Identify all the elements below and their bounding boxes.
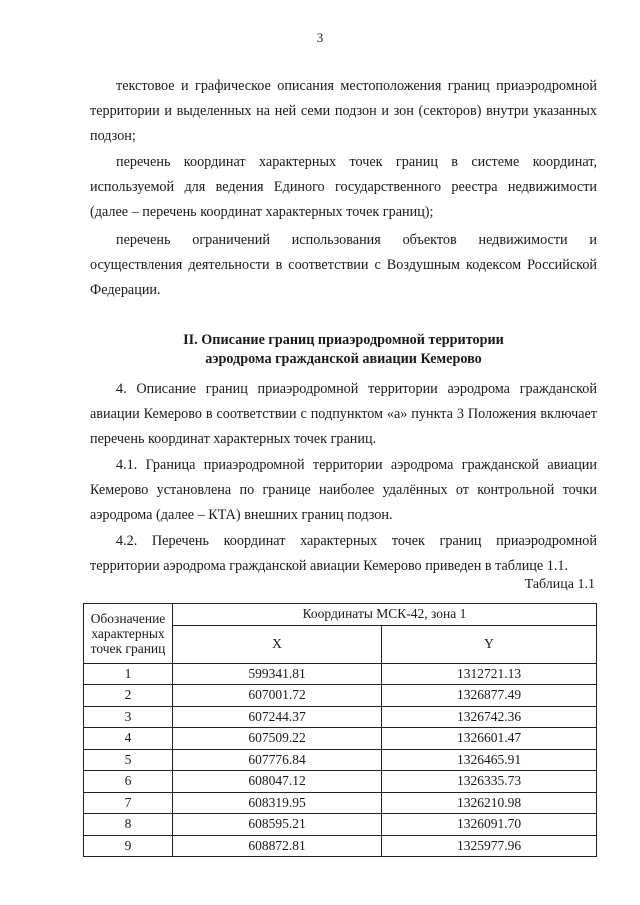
coord-x: 608595.21: [173, 814, 382, 836]
paragraph-4: 4. Описание границ приаэродромной территории аэродрома гражданской авиации Кемерово в соответствии с подпунктом «а» пункта 3 Положения включает перечень координат характерных точек границ.: [90, 381, 597, 447]
table-row: [84, 814, 597, 836]
coord-x: 608047.12: [173, 771, 382, 793]
header-designation: Обозначение характерных точек границ: [84, 604, 173, 664]
point-number: 9: [84, 835, 173, 857]
point-number: 3: [84, 706, 173, 728]
table-row: [84, 835, 597, 857]
coord-y: 1326465.91: [382, 749, 597, 771]
table-row: [84, 749, 597, 771]
coord-y: 1326335.73: [382, 771, 597, 793]
point-number: 6: [84, 771, 173, 793]
coord-y: 1326091.70: [382, 814, 597, 836]
page-number: 3: [316, 30, 324, 45]
table-row: [84, 685, 597, 707]
table-row: [84, 663, 597, 685]
coord-x: 607244.37: [173, 706, 382, 728]
point-number: 5: [84, 749, 173, 771]
table-row: [84, 792, 597, 814]
header-coordinates: Координаты МСК-42, зона 1: [173, 604, 597, 626]
coord-y: 1326210.98: [382, 792, 597, 814]
section-heading: [90, 331, 597, 369]
coord-y: 1326601.47: [382, 728, 597, 750]
section-heading-line2: аэродрома гражданской авиации Кемерово: [205, 351, 482, 367]
point-number: 8: [84, 814, 173, 836]
coord-y: 1326877.49: [382, 685, 597, 707]
table-caption: Таблица 1.1: [524, 577, 595, 592]
coord-y: 1325977.96: [382, 835, 597, 857]
point-number: 1: [84, 663, 173, 685]
coordinates-table: [83, 603, 597, 857]
header-x: X: [173, 625, 382, 663]
coord-y: 1312721.13: [382, 663, 597, 685]
paragraph-documents-list-3: перечень ограничений использования объектов недвижимости и осуществления деятельности в соответствии с Воздушным кодексом Российской Федерации.: [90, 232, 597, 298]
coord-x: 608872.81: [173, 835, 382, 857]
coord-x: 607776.84: [173, 749, 382, 771]
paragraph-4-2: 4.2. Перечень координат характерных точек границ приаэродромной территории аэродрома гражданской авиации Кемерово приведен в таблице 1.1.: [90, 533, 597, 574]
point-number: 4: [84, 728, 173, 750]
paragraph-documents-list-1: текстовое и графическое описания местоположения границ приаэродромной территории и выделенных на ней семи подзон и зон (секторов) внутри указанных подзон;: [90, 78, 597, 144]
coord-x: 599341.81: [173, 663, 382, 685]
table-row: [84, 728, 597, 750]
coord-x: 607509.22: [173, 728, 382, 750]
coord-x: 607001.72: [173, 685, 382, 707]
point-number: 2: [84, 685, 173, 707]
section-heading-line1: II. Описание границ приаэродромной территории: [183, 332, 504, 348]
coord-y: 1326742.36: [382, 706, 597, 728]
point-number: 7: [84, 792, 173, 814]
header-y: Y: [382, 625, 597, 663]
table-row: [84, 771, 597, 793]
coord-x: 608319.95: [173, 792, 382, 814]
table-row: [84, 706, 597, 728]
paragraph-documents-list-2: перечень координат характерных точек границ в системе координат, используемой для ведения Единого государственного реестра недвижимости (далее – перечень координат характерных точек границ);: [90, 154, 597, 220]
paragraph-4-1: 4.1. Граница приаэродромной территории аэродрома гражданской авиации Кемерово установлена по границе наиболее удалённых от контрольной точки аэродрома (далее – КТА) внешних границ подзон.: [90, 457, 597, 523]
